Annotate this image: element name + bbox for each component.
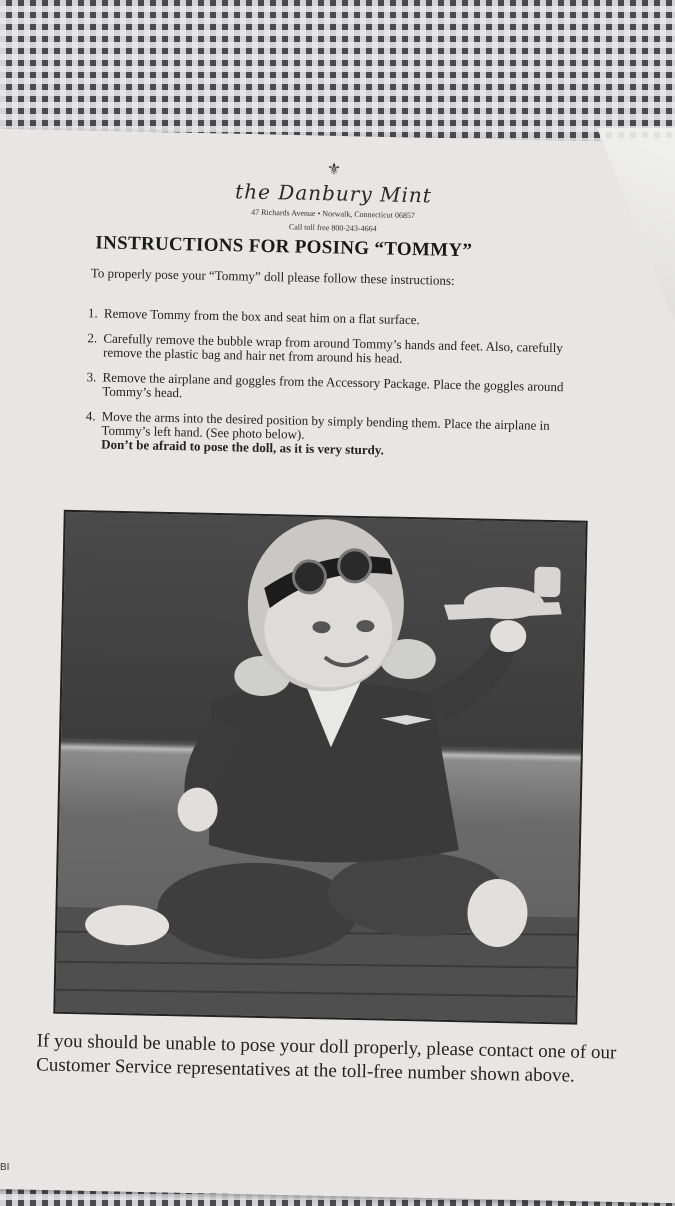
doll-photo [53, 510, 587, 1025]
contact-text: If you should be unable to pose your doll properly, please contact one of our Customer Service representatives at the toll-free number shown above. [35, 1030, 617, 1087]
mint-emblem-icon: ⚜ [326, 161, 342, 179]
list-item [85, 409, 566, 461]
step-text: Move the arms into the desired position by simply bending them. Place the airplane in Tommy’s left hand. (See photo below). [101, 408, 550, 442]
step-number: 1. [87, 305, 98, 321]
list-item [88, 306, 568, 330]
step-number: 2. [87, 330, 98, 346]
doll-illustration [55, 512, 585, 1023]
list-item [87, 331, 567, 369]
step-number: 3. [86, 369, 97, 385]
list-item [86, 370, 566, 408]
steps-list [85, 306, 568, 472]
step-text: Remove Tommy from the box and seat him on a flat surface. [103, 305, 420, 328]
toy-airplane [444, 565, 563, 622]
page-title: INSTRUCTIONS FOR POSING “TOMMY” [95, 232, 473, 262]
phone-line: Call toll free 800-243-4664 [288, 222, 377, 234]
brand-name: the Danbury Mint [234, 179, 433, 208]
intro-text: To properly pose your “Tommy” doll please follow these instructions: [90, 265, 455, 288]
letterhead [168, 156, 499, 237]
step-text-group [101, 410, 566, 462]
step-emphasis: Don’t be afraid to pose the doll, as it is very sturdy. [101, 436, 385, 458]
corner-mark: BI [0, 1162, 10, 1173]
step-number: 4. [85, 408, 96, 424]
step-text: Remove the airplane and goggles from the Accessory Package. Place the goggles around Tommy’s head. [102, 369, 564, 401]
step-text: Carefully remove the bubble wrap from around Tommy’s hands and feet. Also, carefully remove the plastic bag and hair net from around his head. [102, 330, 564, 366]
address-line: 47 Richards Avenue • Norwalk, Connecticut 06857 [251, 207, 416, 221]
